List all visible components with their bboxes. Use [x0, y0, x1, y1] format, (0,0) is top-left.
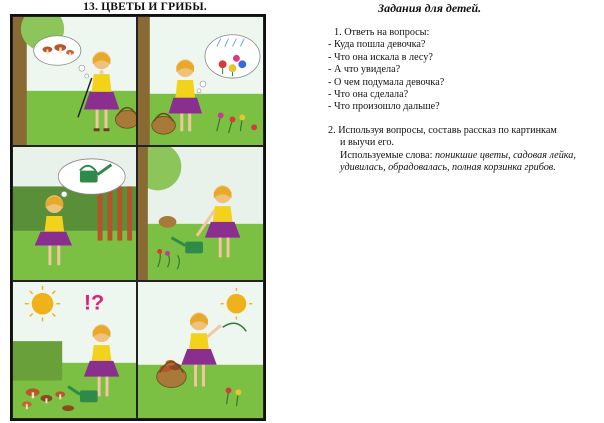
picture-story-grid	[10, 14, 266, 421]
task-2-line-2: и выучи его.	[340, 137, 394, 149]
task-2-words-line	[328, 150, 600, 162]
question-6: - Что произошло дальше?	[328, 101, 440, 113]
words-list-1: поникшие цветы, садовая лейка,	[434, 149, 576, 161]
words-list-2: удивилась, обрадовалась, полная корзинка грибов.	[340, 162, 556, 174]
question-3: - А что увидела?	[328, 64, 401, 76]
panel-6-girl-with-full-basket	[137, 281, 264, 419]
panel-2-girl-thinking-flowers	[137, 16, 264, 146]
panel-1-girl-thinking-mushrooms	[12, 16, 137, 146]
question-4: - О чем подумала девочка?	[328, 76, 445, 88]
question-5: - Что она сделала?	[328, 89, 409, 101]
task-2-line-1: 2. Используя вопросы, составь рассказ по картинкам	[328, 124, 557, 136]
panel-3-girl-thinking-watering-can	[12, 146, 137, 281]
surprise-mark: !?	[83, 289, 105, 315]
words-label: Используемые слова:	[340, 149, 433, 161]
task-1-heading: 1. Ответь на вопросы:	[334, 27, 430, 38]
panel-4-girl-takes-watering-can	[137, 146, 264, 281]
question-2: - Что она искала в лесу?	[328, 51, 433, 63]
tasks-text	[328, 27, 600, 174]
tasks-title: Задания для детей.	[378, 1, 482, 15]
question-1: - Куда пошла девочка?	[328, 39, 426, 51]
panel-5-girl-surprised	[12, 281, 137, 419]
worksheet-title: 13. ЦВЕТЫ И ГРИБЫ.	[83, 1, 207, 13]
